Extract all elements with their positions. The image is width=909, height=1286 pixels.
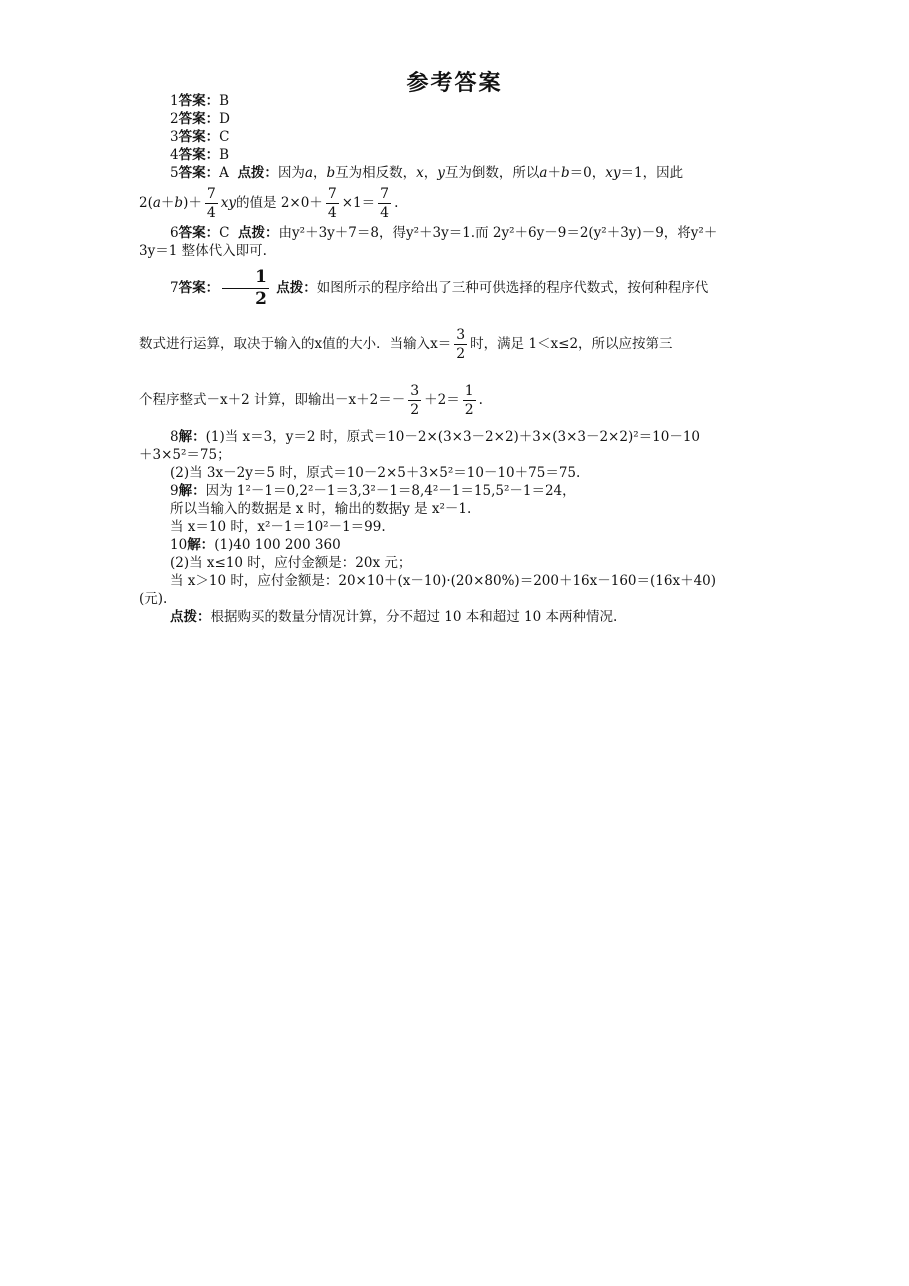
text: ， (313, 165, 327, 181)
answer-number: 9 (170, 483, 179, 499)
answer-7 (139, 260, 771, 316)
var: b (174, 195, 184, 211)
numerator: 7 (327, 186, 337, 202)
answer-10-line-4: (元). (139, 591, 168, 607)
answer-label: 答案： (178, 225, 220, 241)
numerator: 7 (380, 186, 390, 202)
text: ＋ (547, 165, 561, 181)
denominator: 2 (456, 346, 466, 362)
answer-4 (139, 146, 771, 164)
hint-text: 由y²＋3y＋7＝8，得y²＋3y＝1.而 2y²＋6y－9＝2(y²＋3y)－9，将y²＋ (278, 225, 718, 241)
text: . (478, 392, 483, 408)
fraction (454, 328, 467, 361)
numerator: 3 (456, 327, 466, 343)
answer-5 (139, 164, 771, 182)
denominator: 4 (206, 205, 216, 221)
answer-number: 2 (170, 111, 179, 127)
fraction (378, 187, 391, 220)
text: ×1＝ (341, 195, 376, 211)
answer-3 (139, 128, 771, 146)
answer-label: 答案： (178, 129, 220, 145)
answer-label: 答案： (178, 147, 220, 163)
text: ＝1，因此 (620, 165, 684, 181)
denominator: 2 (255, 289, 267, 309)
hint-text: 如图所示的程序给出了三种可供选择的程序代数式，按何种程序代 (316, 280, 709, 296)
answer-number: 8 (170, 429, 179, 445)
var: y (437, 165, 445, 181)
var: x (416, 165, 424, 181)
var: a (152, 195, 161, 211)
solution-text: (1)40 100 200 360 (214, 537, 341, 553)
text: ＝0， (569, 165, 606, 181)
answer-number: 10 (170, 537, 188, 553)
solution-text: 因为 1²－1＝0,2²－1＝3,3²－1＝8,4²－1＝15,5²－1＝24， (205, 483, 576, 499)
answer-number: 6 (170, 225, 179, 241)
text: 互为相反数， (335, 165, 417, 181)
hint-label: 点拨： (170, 609, 211, 625)
answer-10-line-2: (2)当 x≤10 时，应付金额是：20x 元； (170, 555, 412, 571)
hint-label: 点拨： (237, 165, 278, 181)
page-title: 参考答案 (406, 71, 503, 96)
var: b (326, 165, 336, 181)
numerator: 3 (410, 383, 420, 399)
numerator: 1 (222, 269, 269, 289)
answer-label: 答案： (178, 93, 220, 109)
answer-8 (139, 428, 771, 446)
text: 时，满足 1＜x≤2，所以应按第三 (470, 336, 673, 352)
text: )＋ (183, 195, 202, 211)
fraction (463, 384, 476, 417)
answer-fraction (222, 269, 269, 308)
hint-label: 点拨： (238, 225, 279, 241)
fraction (205, 187, 218, 220)
answer-8-line-2: ＋3×5²＝75； (139, 447, 231, 463)
denominator: 2 (410, 402, 420, 418)
answer-7-line-2 (139, 316, 771, 372)
answer-number: 1 (170, 93, 179, 109)
answer-value: C (219, 225, 230, 241)
text: 的值是 2×0＋ (236, 195, 323, 211)
answer-label: 答案： (178, 111, 220, 127)
fraction (408, 384, 421, 417)
text: 因为 (277, 165, 305, 181)
answer-5-line-2 (139, 182, 771, 224)
solution-text: (1)当 x＝3，y＝2 时，原式＝10－2×(3×3－2×2)＋3×(3×3－2×2)²＝10－10 (205, 429, 700, 445)
answer-value: B (219, 147, 230, 163)
var: a (304, 165, 313, 181)
answer-9 (139, 482, 771, 500)
answer-6-line-2: 3y＝1 整体代入即可. (139, 243, 267, 259)
solution-label: 解： (187, 537, 215, 553)
answer-9-line-3: 当 x＝10 时，x²－1＝10²－1＝99. (170, 519, 386, 535)
answer-6 (139, 224, 771, 242)
answer-10-hint (139, 608, 771, 626)
answer-10 (139, 536, 771, 554)
solution-label: 解： (178, 429, 206, 445)
text: ， (423, 165, 438, 181)
answer-number: 7 (170, 280, 179, 296)
answer-number: 3 (170, 129, 179, 145)
answer-7-line-3 (139, 372, 771, 428)
var: b (560, 165, 570, 181)
answer-8-line-3: (2)当 3x－2y＝5 时，原式＝10－2×5＋3×5²＝10－10＋75＝75. (170, 465, 581, 481)
answer-10-line-3: 当 x＞10 时，应付金额是：20×10＋(x－10)·(20×80%)＝200＋16x－160＝(16x＋40) (170, 573, 717, 589)
text: 个程序整式－x＋2 计算，即输出－x＋2＝－ (139, 392, 406, 408)
var: xy (605, 165, 621, 181)
answer-value: A (219, 165, 229, 181)
solution-label: 解： (178, 483, 206, 499)
answer-number: 5 (170, 165, 179, 181)
var: a (539, 165, 548, 181)
text: . (394, 195, 399, 211)
numerator: 7 (206, 186, 216, 202)
answer-value: D (219, 111, 230, 127)
answer-number: 4 (170, 147, 179, 163)
answer-label: 答案： (178, 280, 220, 296)
text: 互为倒数，所以 (444, 165, 540, 181)
answer-label: 答案： (178, 165, 220, 181)
numerator: 1 (464, 383, 474, 399)
fraction (326, 187, 339, 220)
answer-value: B (219, 93, 230, 109)
hint-label: 点拨： (276, 280, 317, 296)
text: 2( (139, 195, 153, 211)
text: ＋2＝ (424, 392, 460, 408)
var: xy (220, 195, 237, 211)
text: 数式进行运算，取决于输入的x值的大小．当输入x＝ (139, 336, 452, 352)
answer-2 (139, 110, 771, 128)
denominator: 4 (327, 205, 337, 221)
denominator: 2 (464, 402, 474, 418)
hint-text: 根据购买的数量分情况计算，分不超过 10 本和超过 10 本两种情况. (210, 609, 618, 625)
answer-1 (139, 92, 771, 110)
text: ＋ (160, 195, 175, 211)
answer-content (139, 92, 771, 626)
answer-value: C (219, 129, 230, 145)
answer-9-line-2: 所以当输入的数据是 x 时，输出的数据y 是 x²－1. (170, 501, 472, 517)
denominator: 4 (380, 205, 390, 221)
